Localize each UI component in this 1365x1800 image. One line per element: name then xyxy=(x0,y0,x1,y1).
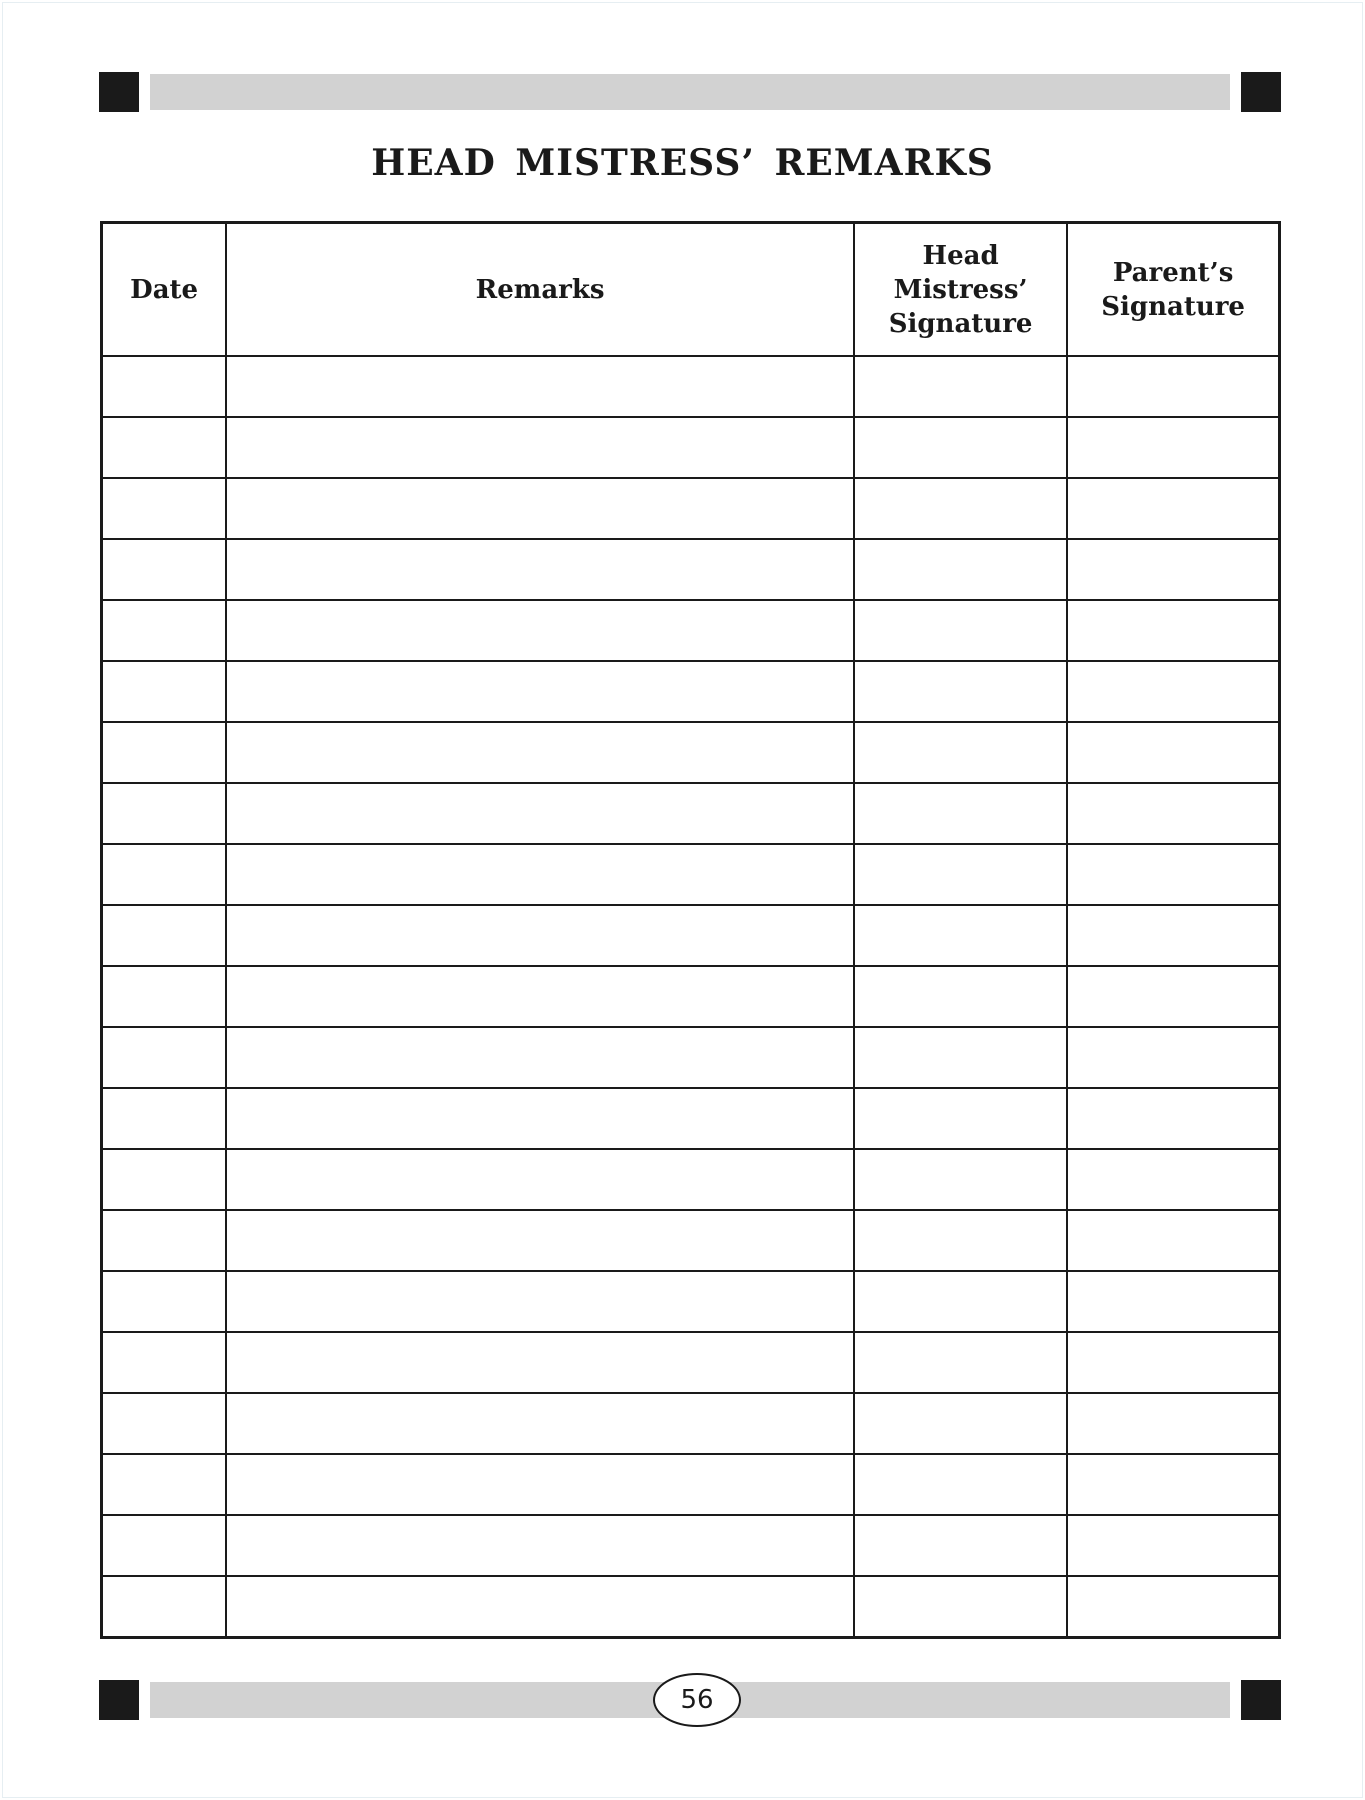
head-mistress-signature-cell[interactable] xyxy=(854,1027,1067,1088)
parent-signature-cell[interactable] xyxy=(1067,417,1279,478)
date-cell[interactable] xyxy=(102,539,227,600)
table-body xyxy=(102,356,1280,1638)
remarks-cell[interactable] xyxy=(226,1393,854,1454)
head-mistress-signature-cell[interactable] xyxy=(854,1149,1067,1210)
remarks-cell[interactable] xyxy=(226,600,854,661)
parent-signature-cell[interactable] xyxy=(1067,1576,1279,1638)
header-parent-line2: Signature xyxy=(1101,291,1245,322)
head-mistress-signature-cell[interactable] xyxy=(854,1454,1067,1515)
head-mistress-signature-cell[interactable] xyxy=(854,478,1067,539)
remarks-cell[interactable] xyxy=(226,417,854,478)
remarks-cell[interactable] xyxy=(226,1210,854,1271)
parent-signature-cell[interactable] xyxy=(1067,1515,1279,1576)
table-row xyxy=(102,1393,1280,1454)
parent-signature-cell[interactable] xyxy=(1067,1088,1279,1149)
parent-signature-cell[interactable] xyxy=(1067,905,1279,966)
date-cell[interactable] xyxy=(102,1393,227,1454)
head-mistress-signature-cell[interactable] xyxy=(854,844,1067,905)
remarks-cell[interactable] xyxy=(226,905,854,966)
date-cell[interactable] xyxy=(102,661,227,722)
parent-signature-cell[interactable] xyxy=(1067,1149,1279,1210)
date-cell[interactable] xyxy=(102,478,227,539)
remarks-cell[interactable] xyxy=(226,1332,854,1393)
remarks-cell[interactable] xyxy=(226,844,854,905)
date-cell[interactable] xyxy=(102,417,227,478)
parent-signature-cell[interactable] xyxy=(1067,966,1279,1027)
header-decoration xyxy=(99,72,1281,112)
page-title: HEAD MISTRESS’ REMARKS xyxy=(371,142,994,184)
remarks-cell[interactable] xyxy=(226,1271,854,1332)
date-cell[interactable] xyxy=(102,905,227,966)
remarks-cell[interactable] xyxy=(226,539,854,600)
head-mistress-signature-cell[interactable] xyxy=(854,1271,1067,1332)
parent-signature-cell[interactable] xyxy=(1067,1027,1279,1088)
head-mistress-signature-cell[interactable] xyxy=(854,417,1067,478)
header-remarks-label: Remarks xyxy=(475,274,605,305)
date-cell[interactable] xyxy=(102,600,227,661)
remarks-cell[interactable] xyxy=(226,1576,854,1638)
header-date xyxy=(102,223,227,357)
remarks-cell[interactable] xyxy=(226,1027,854,1088)
header-date-label: Date xyxy=(130,274,199,305)
head-mistress-signature-cell[interactable] xyxy=(854,1088,1067,1149)
header-remarks xyxy=(226,223,854,357)
date-cell[interactable] xyxy=(102,722,227,783)
remarks-cell[interactable] xyxy=(226,1149,854,1210)
header-parent-signature xyxy=(1067,223,1279,357)
table-row xyxy=(102,783,1280,844)
parent-signature-cell[interactable] xyxy=(1067,356,1279,417)
table-row xyxy=(102,1332,1280,1393)
date-cell[interactable] xyxy=(102,356,227,417)
table-header-row xyxy=(102,223,1280,357)
table-row xyxy=(102,1088,1280,1149)
date-cell[interactable] xyxy=(102,966,227,1027)
table-row xyxy=(102,1149,1280,1210)
head-mistress-signature-cell[interactable] xyxy=(854,1515,1067,1576)
remarks-cell[interactable] xyxy=(226,722,854,783)
date-cell[interactable] xyxy=(102,1027,227,1088)
table-row xyxy=(102,1210,1280,1271)
table-row xyxy=(102,1027,1280,1088)
date-cell[interactable] xyxy=(102,783,227,844)
header-head-mistress-line2: Signature xyxy=(888,308,1033,339)
table-row xyxy=(102,539,1280,600)
head-mistress-signature-cell[interactable] xyxy=(854,600,1067,661)
date-cell[interactable] xyxy=(102,1210,227,1271)
table-row xyxy=(102,1271,1280,1332)
parent-signature-cell[interactable] xyxy=(1067,1210,1279,1271)
table-row xyxy=(102,478,1280,539)
header-right-square xyxy=(1241,72,1281,112)
header-head-mistress-line1: Head Mistress’ xyxy=(893,240,1028,305)
remarks-cell[interactable] xyxy=(226,1454,854,1515)
footer-right-square xyxy=(1241,1680,1281,1720)
remarks-table xyxy=(100,221,1281,1639)
parent-signature-cell[interactable] xyxy=(1067,1271,1279,1332)
head-mistress-signature-cell[interactable] xyxy=(854,1210,1067,1271)
date-cell[interactable] xyxy=(102,1271,227,1332)
remarks-cell[interactable] xyxy=(226,1515,854,1576)
remarks-cell[interactable] xyxy=(226,356,854,417)
header-left-square xyxy=(99,72,139,112)
table-row xyxy=(102,356,1280,417)
page-number: 56 xyxy=(653,1673,741,1727)
date-cell[interactable] xyxy=(102,1515,227,1576)
footer-left-square xyxy=(99,1680,139,1720)
table-row xyxy=(102,1515,1280,1576)
head-mistress-signature-cell[interactable] xyxy=(854,1393,1067,1454)
table-row xyxy=(102,844,1280,905)
table-row xyxy=(102,600,1280,661)
head-mistress-signature-cell[interactable] xyxy=(854,905,1067,966)
head-mistress-signature-cell[interactable] xyxy=(854,539,1067,600)
head-mistress-signature-cell[interactable] xyxy=(854,966,1067,1027)
remarks-cell[interactable] xyxy=(226,1088,854,1149)
date-cell[interactable] xyxy=(102,1088,227,1149)
date-cell[interactable] xyxy=(102,1454,227,1515)
parent-signature-cell[interactable] xyxy=(1067,478,1279,539)
date-cell[interactable] xyxy=(102,844,227,905)
parent-signature-cell[interactable] xyxy=(1067,722,1279,783)
remarks-cell[interactable] xyxy=(226,478,854,539)
table-row xyxy=(102,1454,1280,1515)
parent-signature-cell[interactable] xyxy=(1067,783,1279,844)
parent-signature-cell[interactable] xyxy=(1067,844,1279,905)
parent-signature-cell[interactable] xyxy=(1067,1454,1279,1515)
remarks-cell[interactable] xyxy=(226,783,854,844)
table-row xyxy=(102,722,1280,783)
date-cell[interactable] xyxy=(102,1149,227,1210)
head-mistress-signature-cell[interactable] xyxy=(854,722,1067,783)
table-row xyxy=(102,966,1280,1027)
head-mistress-signature-cell[interactable] xyxy=(854,356,1067,417)
parent-signature-cell[interactable] xyxy=(1067,539,1279,600)
table-row xyxy=(102,417,1280,478)
head-mistress-signature-cell[interactable] xyxy=(854,1576,1067,1638)
head-mistress-signature-cell[interactable] xyxy=(854,783,1067,844)
remarks-cell[interactable] xyxy=(226,661,854,722)
date-cell[interactable] xyxy=(102,1576,227,1638)
table-row xyxy=(102,905,1280,966)
remarks-cell[interactable] xyxy=(226,966,854,1027)
parent-signature-cell[interactable] xyxy=(1067,600,1279,661)
parent-signature-cell[interactable] xyxy=(1067,1332,1279,1393)
head-mistress-signature-cell[interactable] xyxy=(854,661,1067,722)
date-cell[interactable] xyxy=(102,1332,227,1393)
head-mistress-signature-cell[interactable] xyxy=(854,1332,1067,1393)
header-head-mistress-signature xyxy=(854,223,1067,357)
parent-signature-cell[interactable] xyxy=(1067,661,1279,722)
table-row xyxy=(102,1576,1280,1638)
table-row xyxy=(102,661,1280,722)
header-gray-bar xyxy=(150,74,1230,110)
parent-signature-cell[interactable] xyxy=(1067,1393,1279,1454)
header-parent-line1: Parent’s xyxy=(1112,257,1234,288)
